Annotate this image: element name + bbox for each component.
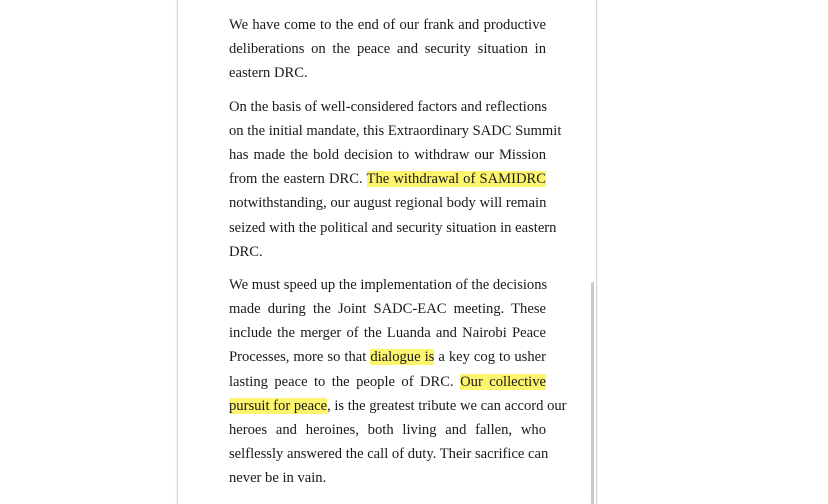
text-segment: on the initial mandate, this Extraordinary SADC Summit — [229, 122, 562, 139]
text-segment: eastern DRC. — [229, 65, 308, 82]
text-line — [229, 321, 546, 345]
text-line — [229, 191, 546, 215]
text-segment: , is the greatest tribute we can accord our — [327, 397, 567, 414]
text-segment: heroes and heroines, both living and fallen, who — [229, 422, 546, 438]
vertical-scrollbar[interactable] — [591, 282, 594, 504]
text-line — [229, 273, 546, 297]
text-segment: selflessly answered the call of duty. Their sacrifice can — [229, 446, 549, 463]
text-line — [229, 370, 546, 394]
text-line — [229, 61, 546, 85]
text-line — [229, 466, 546, 490]
text-line — [229, 240, 546, 264]
text-line — [229, 394, 567, 418]
text-line — [229, 345, 546, 369]
paragraph — [229, 273, 567, 491]
text-line — [229, 216, 557, 240]
text-segment: seized with the political and security situation in eastern — [229, 219, 557, 236]
text-segment: notwithstanding, our august regional body will remain — [229, 195, 547, 212]
text-segment: deliberations on the peace and security situation in — [229, 41, 546, 58]
text-segment: We have come to the end of our frank and productive — [229, 17, 546, 33]
text-line — [229, 418, 546, 442]
document-body — [229, 13, 567, 500]
paragraph — [229, 13, 546, 86]
text-segment: DRC. — [229, 243, 263, 260]
highlighted-text: The withdrawal of SAMIDRC — [366, 171, 546, 188]
text-line — [229, 95, 546, 119]
text-segment: include the merger of the Luanda and Nairobi Peace — [229, 325, 546, 342]
text-segment: made during the Joint SADC-EAC meeting. These — [229, 301, 546, 318]
text-segment: On the basis of well-considered factors and reflections — [229, 98, 548, 115]
text-segment: a key cog to usher — [434, 349, 546, 366]
text-line — [229, 37, 546, 61]
text-line — [229, 442, 549, 466]
text-segment: Processes, more so that — [229, 349, 371, 366]
highlighted-text: Our collective — [460, 373, 546, 390]
text-segment: has made the bold decision to withdraw our Mission — [229, 146, 546, 163]
text-segment: from the eastern DRC. — [229, 171, 367, 188]
text-segment: never be in vain. — [229, 470, 327, 487]
text-line — [229, 119, 562, 143]
text-segment: We must speed up the implementation of the decisions — [229, 276, 548, 293]
highlighted-text: dialogue is — [370, 349, 435, 366]
text-line — [229, 143, 546, 167]
text-line — [229, 297, 546, 321]
highlighted-text: pursuit for peace — [229, 397, 328, 414]
text-segment: lasting peace to the people of DRC. — [229, 373, 461, 390]
text-line — [229, 167, 546, 191]
text-line — [229, 13, 546, 37]
paragraph — [229, 95, 562, 264]
